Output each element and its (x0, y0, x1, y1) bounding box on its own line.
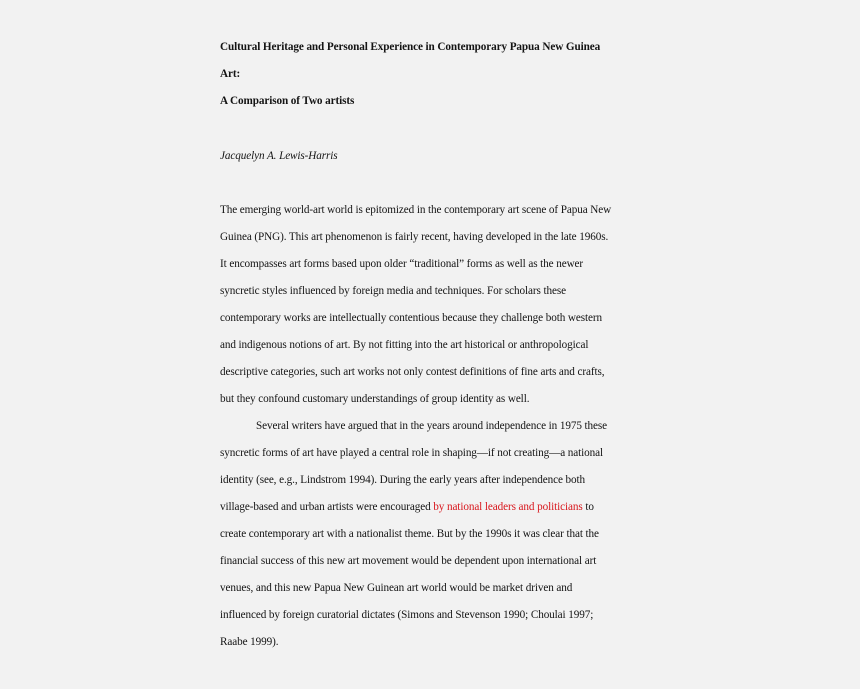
line-text-before: village-based and urban artists were encouraged (220, 501, 434, 513)
paragraph-2-line-9: Raabe 1999). (220, 636, 279, 648)
paragraph-1-line-8: but they confound customary understandings of group identity as well. (220, 393, 530, 405)
paragraph-2-line-6: financial success of this new art movement would be dependent upon international art (220, 555, 597, 567)
highlighted-text: by national leaders and politicians (433, 501, 583, 513)
author-name: Jacquelyn A. Lewis-Harris (220, 150, 338, 162)
paragraph-1-line-4: syncretic styles influenced by foreign media and techniques. For scholars these (220, 285, 566, 297)
paragraph-2-line-3: identity (see, e.g., Lindstrom 1994). During the early years after independence both (220, 474, 586, 486)
paragraph-1-line-2: Guinea (PNG). This art phenomenon is fairly recent, having developed in the late 1960s. (220, 231, 609, 243)
paragraph-1-line-7: descriptive categories, such art works not only contest definitions of fine arts and crafts, (220, 366, 605, 378)
paragraph-2-line-4 (220, 500, 594, 514)
line-text-after: to (582, 501, 594, 513)
paragraph-1-line-3: It encompasses art forms based upon older “traditional” forms as well as the newer (220, 258, 584, 270)
paragraph-2-line-7: venues, and this new Papua New Guinean art world would be market driven and (220, 582, 573, 594)
paragraph-2-line-1: Several writers have argued that in the years around independence in 1975 these (256, 420, 608, 432)
title-line-1: Cultural Heritage and Personal Experience in Contemporary Papua New Guinea (220, 41, 601, 53)
title-line-2: Art: (220, 68, 241, 80)
paragraph-1-line-5: contemporary works are intellectually contentious because they challenge both western (220, 312, 602, 324)
paragraph-2-line-8: influenced by foreign curatorial dictates (Simons and Stevenson 1990; Choulai 1997; (220, 609, 594, 621)
subtitle: A Comparison of Two artists (220, 95, 355, 107)
paragraph-1-line-6: and indigenous notions of art. By not fitting into the art historical or anthropological (220, 339, 589, 351)
paragraph-2-line-2: syncretic forms of art have played a central role in shaping—if not creating—a national (220, 447, 604, 459)
paragraph-1-line-1: The emerging world-art world is epitomized in the contemporary art scene of Papua New (220, 204, 612, 216)
paragraph-2-line-5: create contemporary art with a nationalist theme. But by the 1990s it was clear that the (220, 528, 599, 540)
